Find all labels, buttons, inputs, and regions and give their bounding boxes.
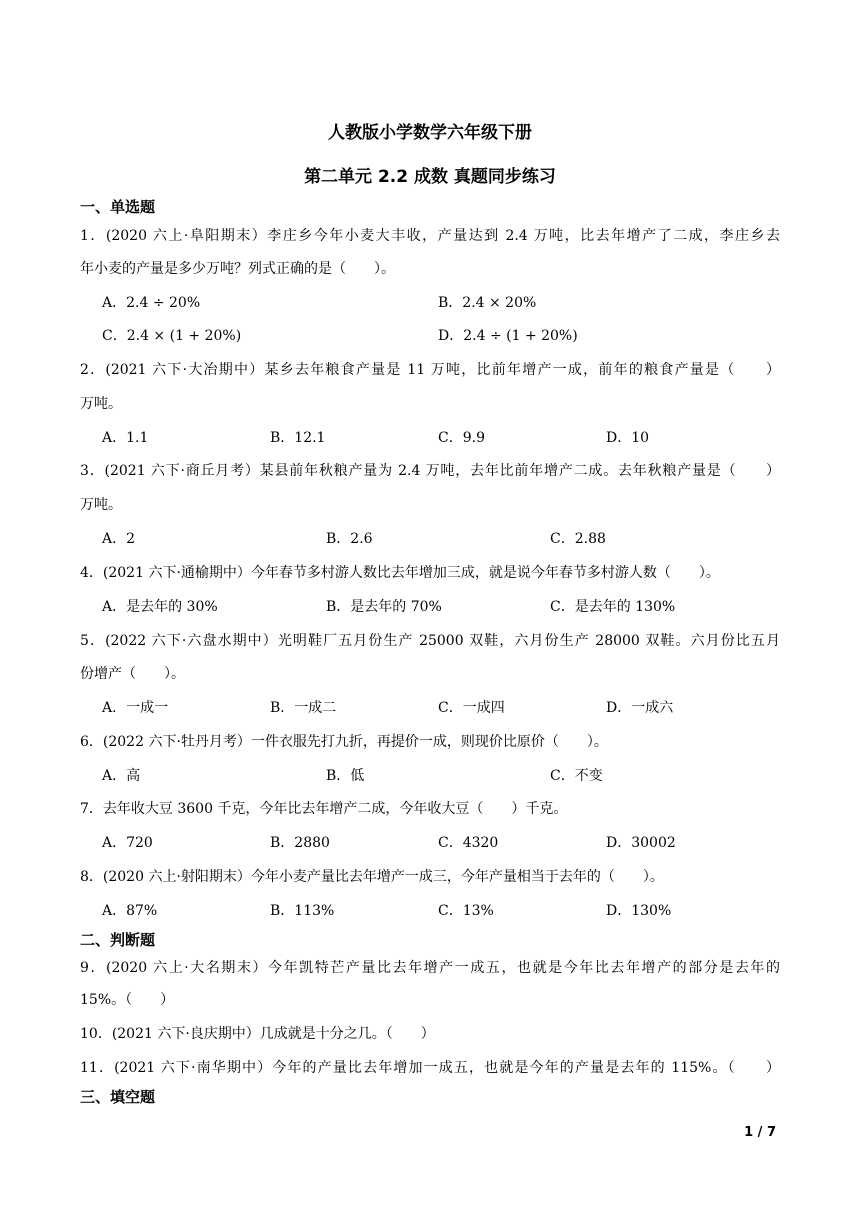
question-2-option-c: C．9.9: [438, 430, 485, 446]
question-7-option-b: B．2880: [270, 835, 330, 851]
question-5-option-d: D．一成六: [606, 700, 674, 716]
question-8-option-c: C．13%: [438, 903, 494, 919]
question-3-text: 3．(2021 六下·商丘月考）某县前年秋粮产量为 2.4 万吨，去年比前年增产二成。去年秋粮产量是（ ）: [80, 463, 780, 479]
question-5-option-b: B．一成二: [270, 700, 337, 716]
question-4-option-a: A．是去年的 30%: [102, 599, 218, 615]
question-2-option-b: B．12.1: [270, 430, 326, 446]
section-heading-single-choice: 一、单选题: [80, 198, 156, 216]
question-7-option-c: C．4320: [438, 835, 499, 851]
question-2-option-a: A．1.1: [102, 430, 149, 446]
question-11-text: 11．(2021 六下·南华期中）今年的产量比去年增加一成五，也就是今年的产量是去年的 115%。（ ）: [80, 1060, 780, 1076]
question-2-option-d: D．10: [606, 430, 650, 446]
question-8-text: 8．(2020 六上·射阳期末）今年小麦产量比去年增产一成三，今年产量相当于去年的（ ）。: [80, 869, 664, 885]
question-1-option-c: C．2.4 × (1 + 20%): [102, 328, 242, 344]
question-6-option-a: A．高: [102, 768, 141, 784]
question-7-option-d: D．30002: [606, 835, 676, 851]
question-3-option-c: C．2.88: [550, 531, 606, 547]
question-7-option-a: A．720: [102, 835, 153, 851]
question-6-option-b: B．低: [326, 768, 365, 784]
question-1-text-cont: 年小麦的产量是多少万吨？列式正确的是（ ）。: [80, 261, 395, 277]
section-heading-fill-blank: 三、填空题: [80, 1088, 156, 1106]
question-3-option-a: A．2: [102, 531, 136, 547]
question-8-option-d: D．130%: [606, 903, 672, 919]
question-3-option-b: B．2.6: [326, 531, 373, 547]
page-number: 1 / 7: [744, 1125, 776, 1140]
question-4-option-c: C．是去年的 130%: [550, 599, 676, 615]
question-1-option-a: A．2.4 ÷ 20%: [102, 295, 201, 311]
question-5-text: 5．(2022 六下·六盘水期中）光明鞋厂五月份生产 25000 双鞋，六月份生产 28000 双鞋。六月份比五月: [80, 633, 780, 649]
question-4-option-b: B．是去年的 70%: [326, 599, 442, 615]
question-5-option-c: C．一成四: [438, 700, 505, 716]
question-5-text-cont: 份增产（ ）。: [80, 666, 185, 682]
question-2-text: 2．(2021 六下·大冶期中）某乡去年粮食产量是 11 万吨，比前年增产一成，前年的粮食产量是（ ）: [80, 362, 780, 378]
section-heading-true-false: 二、判断题: [80, 931, 156, 949]
document-subtitle: 第二单元 2.2 成数 真题同步练习: [304, 167, 556, 187]
question-8-option-b: B．113%: [270, 903, 335, 919]
document-title: 人教版小学数学六年级下册: [328, 123, 532, 143]
question-6-option-c: C．不变: [550, 768, 603, 784]
question-1-text: 1．(2020 六上·阜阳期末）李庄乡今年小麦大丰收，产量达到 2.4 万吨，比去年增产了二成，李庄乡去: [80, 228, 780, 244]
question-4-text: 4．(2021 六下·通榆期中）今年春节多村游人数比去年增加三成，就是说今年春节多村游人数（ ）。: [80, 565, 720, 581]
question-9-text-cont: 15%。（ ）: [80, 992, 175, 1008]
question-6-text: 6．(2022 六下·牡丹月考）一件衣服先打九折，再提价一成，则现价比原价（ ）。: [80, 734, 608, 750]
question-2-text-cont: 万吨。: [80, 396, 122, 412]
question-1-option-d: D．2.4 ÷ (1 + 20%): [438, 328, 578, 344]
question-10-text: 10．(2021 六下·良庆期中）几成就是十分之几。（ ）: [80, 1026, 435, 1042]
question-9-text: 9．(2020 六上·大名期末）今年凯特芒产量比去年增产一成五，也就是今年比去年增产的部分是去年的: [80, 960, 780, 976]
question-1-option-b: B．2.4 × 20%: [438, 295, 537, 311]
question-5-option-a: A．一成一: [102, 700, 169, 716]
question-8-option-a: A．87%: [102, 903, 158, 919]
question-3-text-cont: 万吨。: [80, 497, 122, 513]
question-7-text: 7．去年收大豆 3600 千克，今年比去年增产二成，今年收大豆（ ）千克。: [80, 801, 568, 817]
